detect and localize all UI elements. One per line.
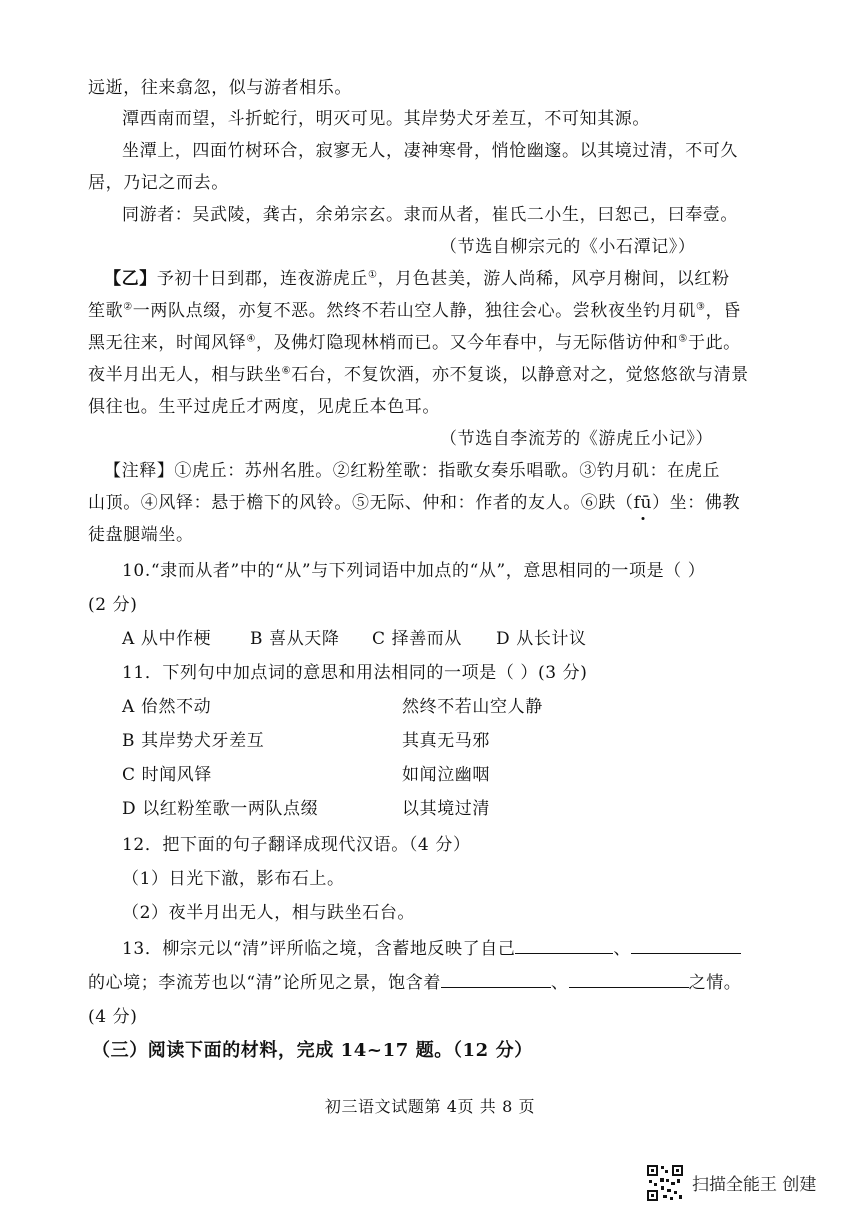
note-marker-4: ④ (246, 333, 256, 345)
page-footer: 初三语文试题第 4页 共 8 页 (324, 1097, 536, 1116)
note-marker-1: ① (368, 269, 378, 281)
note-marker-5: ⑤ (678, 333, 688, 345)
question-10-stem: 10.“隶而从者”中的“从”与下列词语中加点的“从”，意思相同的一项是（ ） (122, 561, 706, 581)
passage-yi-line-5: 俱往也。生平过虎丘才两度，见虎丘本色耳。 (88, 397, 440, 417)
question-13-line-1: 13．柳宗元以“清”评所临之境，含蓄地反映了自己 、 (122, 938, 741, 960)
answer-blank-3[interactable] (441, 973, 551, 988)
answer-blank-2[interactable] (631, 939, 741, 954)
question-10-option-d: D 从长计议 (496, 629, 587, 649)
question-10-option-b: B 喜从天降 (250, 629, 340, 649)
passage-yi-line-4: 夜半月出无人，相与趺坐⑥石台，不复饮酒，亦不复谈，以静意对之，觉悠悠欲与清景 (88, 365, 749, 385)
section-3-heading: （三）阅读下面的材料，完成 14~17 题。（12 分） (92, 1040, 533, 1061)
passage-jia-line-2: 潭西南而望，斗折蛇行，明灭可见。其岸势犬牙差互，不可知其源。 (122, 109, 650, 129)
passage-yi-source: （节选自李流芳的《游虎丘小记》） (440, 429, 714, 449)
notes-line-3: 徒盘腿端坐。 (88, 525, 194, 545)
question-10-option-c: C 择善而从 (372, 629, 463, 649)
question-11-c-right: 如闻泣幽咽 (402, 765, 490, 785)
notes-line-2: 山顶。④风铎：悬于檐下的风铃。⑤无际、仲和：作者的友人。⑥趺（fū）坐：佛教 (88, 493, 741, 513)
question-12-stem: 12．把下面的句子翻译成现代汉语。（4 分） (122, 835, 471, 855)
qr-code-icon (646, 1164, 684, 1202)
question-11-b-right: 其真无马邪 (402, 731, 490, 751)
question-13-score: (4 分) (88, 1007, 138, 1027)
question-11-d-right: 以其境过清 (402, 799, 490, 819)
passage-jia-line-1: 远逝，往来翕忽，似与游者相乐。 (88, 78, 352, 98)
passage-yi-label: 【乙】 (104, 269, 157, 289)
question-11-c-left: C 时闻风铎 (122, 765, 213, 785)
question-11-stem: 11．下列句中加点词的意思和用法相同的一项是（ ）(3 分) (122, 663, 588, 683)
passage-jia-source: （节选自柳宗元的《小石潭记》） (440, 237, 696, 257)
passage-yi-line-2: 笙歌②一两队点缀，亦复不恶。然终不若山空人静，独往会心。尝秋夜坐钓月矶③，昏 (88, 301, 741, 321)
notes-line-1: 【注释】①虎丘：苏州名胜。②红粉笙歌：指歌女奏乐唱歌。③钓月矶：在虎丘 (104, 461, 720, 481)
passage-yi-line-1: 【乙】予初十日到郡，连夜游虎丘①，月色甚美，游人尚稀，风亭月榭间，以红粉 (104, 269, 730, 289)
note-marker-2: ② (123, 301, 133, 313)
note-marker-3: ③ (695, 301, 706, 313)
question-11-d-left: D 以红粉笙歌一两队点缀 (122, 799, 319, 819)
answer-blank-4[interactable] (569, 973, 689, 988)
question-10-score: (2 分) (88, 595, 138, 615)
passage-yi-line-3: 黑无往来，时闻风铎④，及佛灯隐现林梢而已。又今年春中，与无际偕访仲和⑤于此。 (88, 333, 741, 353)
pinyin-fu: fū (633, 493, 653, 513)
passage-jia-line-5: 同游者：吴武陵，龚古，余弟宗玄。隶而从者，崔氏二小生，曰恕己，曰奉壹。 (122, 205, 738, 225)
scanner-watermark: 扫描全能王 创建 (692, 1175, 817, 1195)
question-11-a-left: A 佁然不动 (122, 697, 212, 717)
question-11-a-right: 然终不若山空人静 (402, 697, 543, 717)
question-10-option-a: A 从中作梗 (122, 629, 212, 649)
answer-blank-1[interactable] (515, 939, 613, 954)
passage-jia-line-3: 坐潭上，四面竹树环合，寂寥无人，凄神寒骨，悄怆幽邃。以其境过清，不可久 (122, 141, 738, 161)
question-12-sentence-2: （2）夜半月出无人，相与趺坐石台。 (122, 903, 416, 923)
question-11-b-left: B 其岸势犬牙差互 (122, 731, 265, 751)
question-12-sentence-1: （1）日光下澈，影布石上。 (122, 869, 345, 889)
note-marker-6: ⑥ (281, 365, 292, 377)
passage-jia-line-4: 居，乃记之而去。 (88, 173, 229, 193)
question-13-line-2: 的心境；李流芳也以“清”论所见之景，饱含着 、 之情。 (88, 973, 742, 993)
